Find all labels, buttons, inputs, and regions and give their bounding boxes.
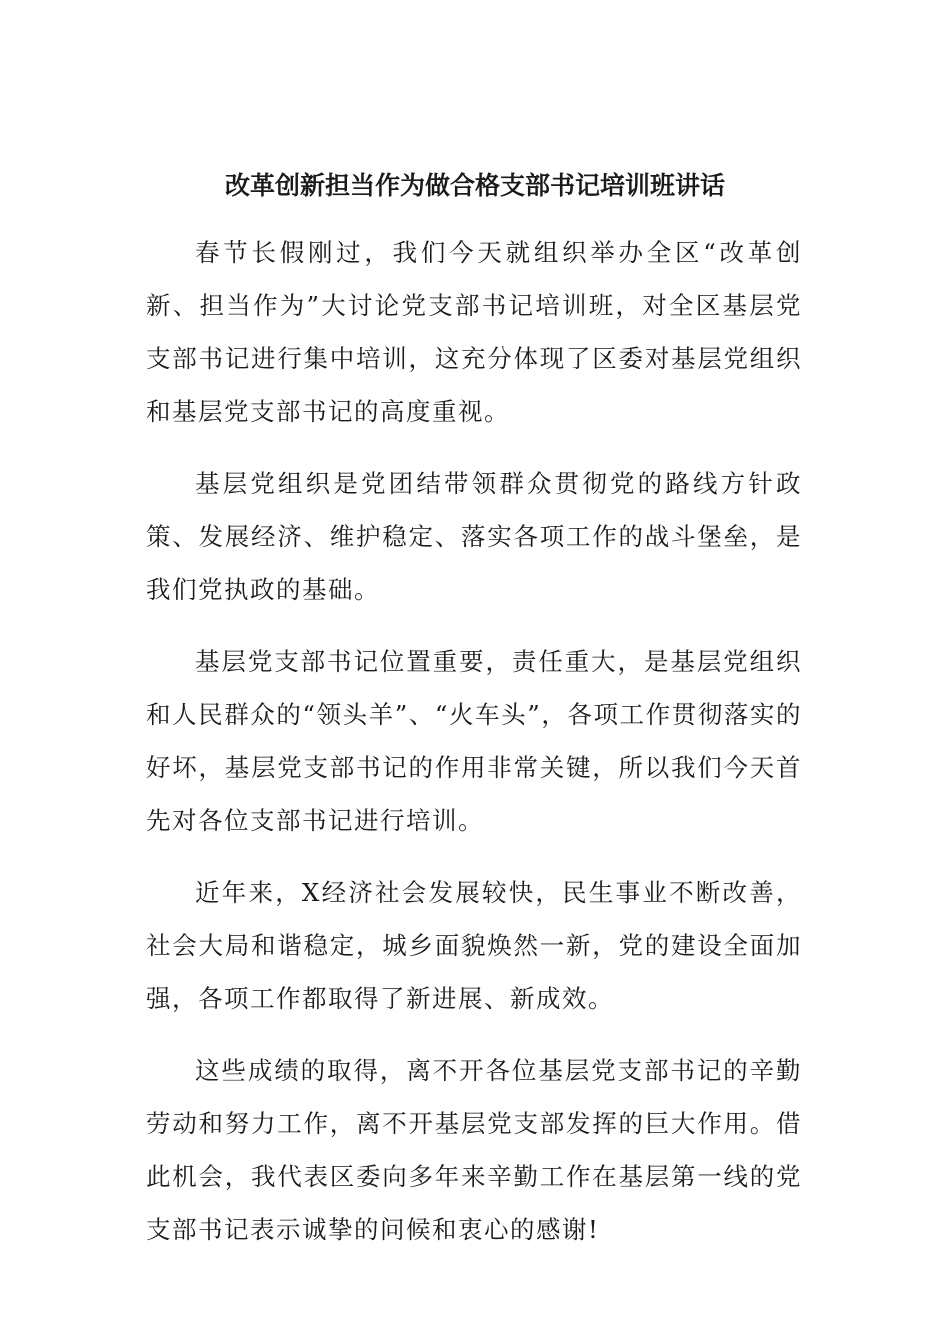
paragraph: 春节长假刚过，我们今天就组织举办全区“改革创新、担当作为”大讨论党支部书记培训班，对全区基层党支部书记进行集中培训，这充分体现了区委对基层党组织和基层党支部书记的高度重视。: [146, 238, 802, 426]
paragraph: 基层党支部书记位置重要，责任重大，是基层党组织和人民群众的“领头羊”、“火车头”，各项工作贯彻落实的好坏，基层党支部书记的作用非常关键，所以我们今天首先对各位支部书记进行培训。: [146, 647, 802, 835]
document-title: 改革创新担当作为做合格支部书记培训班讲话: [224, 171, 725, 200]
paragraph: 近年来，X经济社会发展较快，民生事业不断改善，社会大局和谐稳定，城乡面貌焕然一新，党的建设全面加强，各项工作都取得了新进展、新成效。: [146, 878, 802, 1013]
paragraph: 基层党组织是党团结带领群众贯彻党的路线方针政策、发展经济、维护稳定、落实各项工作的战斗堡垒，是我们党执政的基础。: [146, 469, 802, 604]
paragraph: 这些成绩的取得，离不开各位基层党支部书记的辛勤劳动和努力工作，离不开基层党支部发挥的巨大作用。借此机会，我代表区委向多年来辛勤工作在基层第一线的党支部书记表示诚挚的问候和衷心的感谢!: [146, 1056, 802, 1244]
document-body: [146, 226, 802, 1275]
